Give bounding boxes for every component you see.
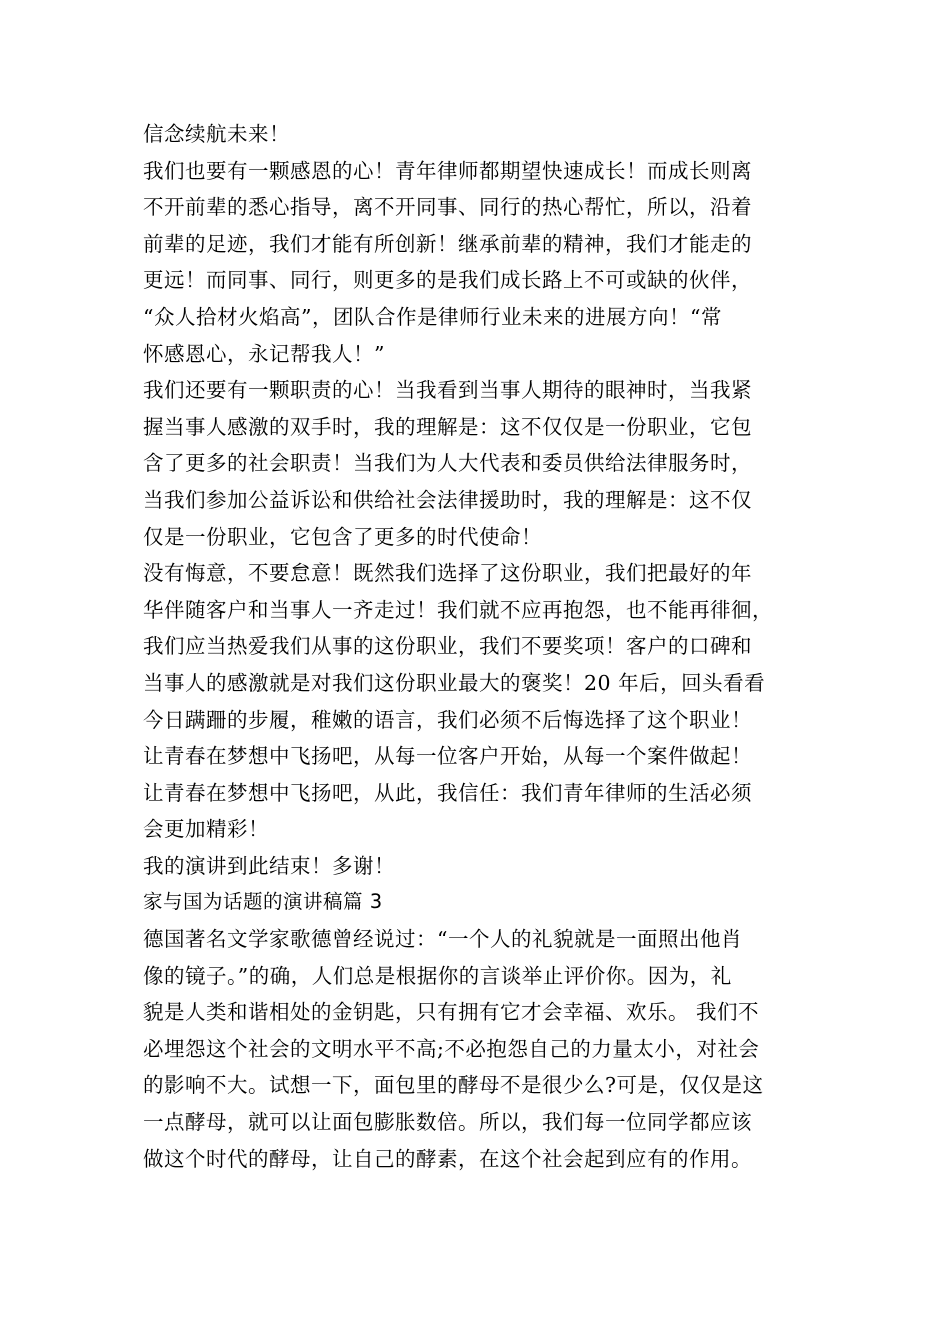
text-line: 让青春在梦想中飞扬吧，从此，我信任：我们青年律师的生活必须 bbox=[143, 780, 752, 805]
text-line: 华伴随客户和当事人一齐走过！我们就不应再抱怨，也不能再徘徊， bbox=[143, 597, 773, 622]
text-line: 会更加精彩！ bbox=[143, 817, 269, 842]
text-line: 没有悔意，不要怠意！既然我们选择了这份职业，我们把最好的年 bbox=[143, 561, 752, 586]
text-line: 前辈的足迹，我们才能有所创新！继承前辈的精神，我们才能走的 bbox=[143, 231, 752, 256]
text-line: 德国著名文学家歌德曾经说过：“一个人的礼貌就是一面照出他肖 bbox=[143, 927, 742, 952]
text-line: 含了更多的社会职责！当我们为人大代表和委员供给法律服务时， bbox=[143, 451, 752, 476]
text-line: 我的演讲到此结束！多谢！ bbox=[143, 853, 395, 878]
text-line: 握当事人感激的双手时，我的理解是：这不仅仅是一份职业，它包 bbox=[143, 414, 752, 439]
text-line: 做这个时代的酵母，让自己的酵素，在这个社会起到应有的作用。 bbox=[143, 1146, 752, 1171]
text-line: 貌是人类和谐相处的金钥匙，只有拥有它才会幸福、欢乐。 我们不 bbox=[143, 1000, 760, 1025]
text-line: 的影响不大。试想一下，面包里的酵母不是很少么?可是，仅仅是这 bbox=[143, 1073, 764, 1098]
text-line: 当我们参加公益诉讼和供给社会法律援助时，我的理解是：这不仅 bbox=[143, 487, 752, 512]
section-heading: 家与国为话题的演讲稿篇 3 bbox=[143, 890, 383, 914]
text-line: 怀感恩心，永记帮我人！” bbox=[143, 341, 385, 366]
text-line: 一点酵母，就可以让面包膨胀数倍。所以，我们每一位同学都应该 bbox=[143, 1110, 752, 1135]
text-line: 我们也要有一颗感恩的心！青年律师都期望快速成长！而成长则离 bbox=[143, 158, 752, 183]
text-line: 必埋怨这个社会的文明水平不高;不必抱怨自己的力量太小，对社会 bbox=[143, 1036, 760, 1061]
document-body bbox=[143, 116, 813, 1177]
text-line: “众人拾材火焰高”，团队合作是律师行业未来的进展方向！“常 bbox=[143, 304, 722, 329]
text-line: 让青春在梦想中飞扬吧，从每一位客户开始，从每一个案件做起！ bbox=[143, 744, 752, 769]
text-line: 信念续航未来！ bbox=[143, 122, 290, 146]
text-line: 仅是一份职业，它包含了更多的时代使命！ bbox=[143, 524, 542, 549]
text-line: 我们还要有一颗职责的心！当我看到当事人期待的眼神时，当我紧 bbox=[143, 378, 752, 403]
text-line: 像的镜子。”的确，人们总是根据你的言谈举止评价你。因为，礼 bbox=[143, 963, 732, 988]
text-line: 今日蹒跚的步履，稚嫩的语言，我们必须不后悔选择了这个职业！ bbox=[143, 707, 752, 732]
text-line: 更远！而同事、同行，则更多的是我们成长路上不可或缺的伙伴， bbox=[143, 268, 752, 293]
text-line: 我们应当热爱我们从事的这份职业，我们不要奖项！客户的口碑和 bbox=[143, 634, 752, 659]
text-line: 当事人的感激就是对我们这份职业最大的褒奖！20 年后，回头看看 bbox=[143, 670, 766, 695]
text-line: 不开前辈的悉心指导，离不开同事、同行的热心帮忙，所以，沿着 bbox=[143, 195, 752, 220]
